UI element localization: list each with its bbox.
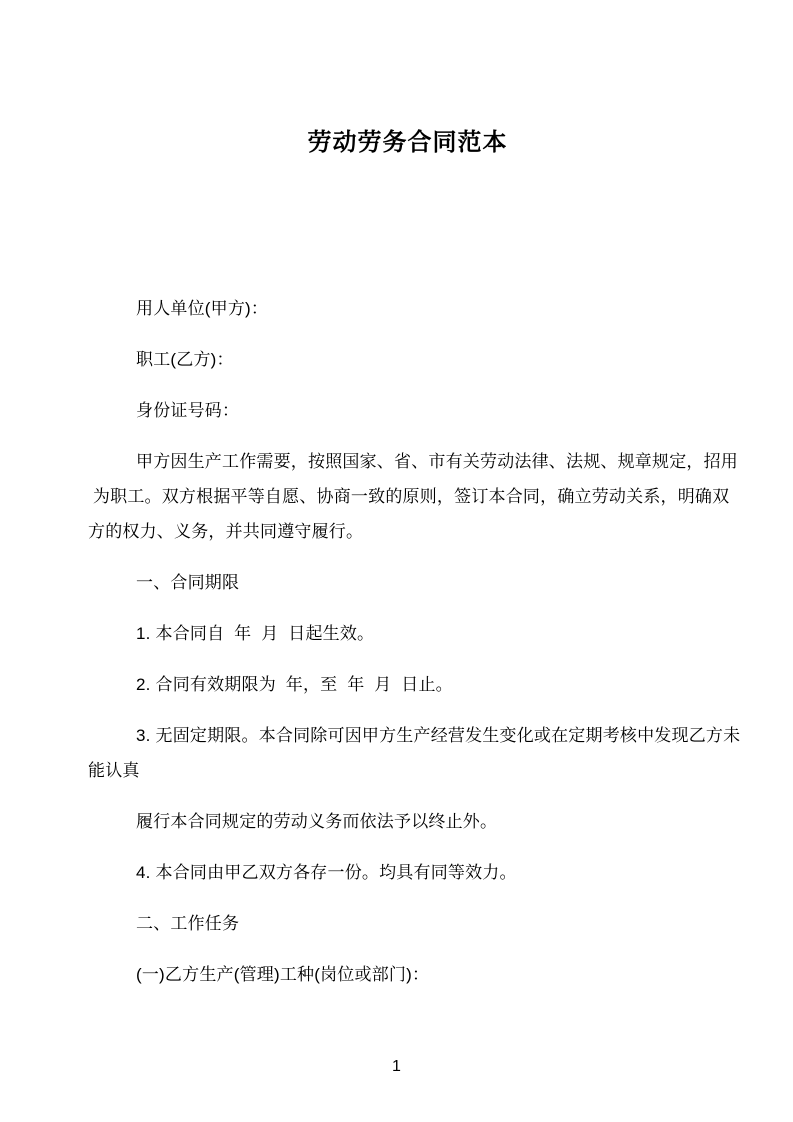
section-2-heading: 二、工作任务 — [136, 914, 240, 933]
page-number: 1 — [392, 1058, 401, 1075]
employer-field: 用人单位(甲方)： — [136, 299, 269, 318]
preamble-line: 甲方因生产工作需要，按照国家、省、市有关劳动法律、法规、规章规定，招用 — [136, 452, 738, 471]
clause-1-1: 1. 本合同自 年 月 日起生效。 — [136, 624, 375, 643]
section-1-heading: 一、合同期限 — [136, 573, 240, 592]
employee-field: 职工(乙方)： — [136, 350, 234, 369]
id-number-field: 身份证号码： — [136, 401, 240, 420]
preamble-line: 为职工。双方根据平等自愿、协商一致的原则，签订本合同，确立劳动关系，明确双 — [88, 487, 730, 506]
clause-1-2: 2. 合同有效期限为 年，至 年 月 日止。 — [136, 675, 453, 694]
clause-1-3-continuation: 履行本合同规定的劳动义务而依法予以终止外。 — [136, 812, 498, 831]
clause-2-1: (一)乙方生产(管理)工种(岗位或部门)： — [136, 965, 430, 984]
clause-1-3-line: 3. 无固定期限。本合同除可因甲方生产经营发生变化或在定期考核中发现乙方未 — [136, 726, 741, 745]
clause-1-4: 4. 本合同由甲乙双方各存一份。均具有同等效力。 — [136, 863, 517, 882]
document-title: 劳动劳务合同范本 — [307, 129, 508, 156]
clause-1-3-line: 能认真 — [88, 761, 140, 780]
preamble-line: 方的权力、义务，并共同遵守履行。 — [88, 522, 364, 541]
